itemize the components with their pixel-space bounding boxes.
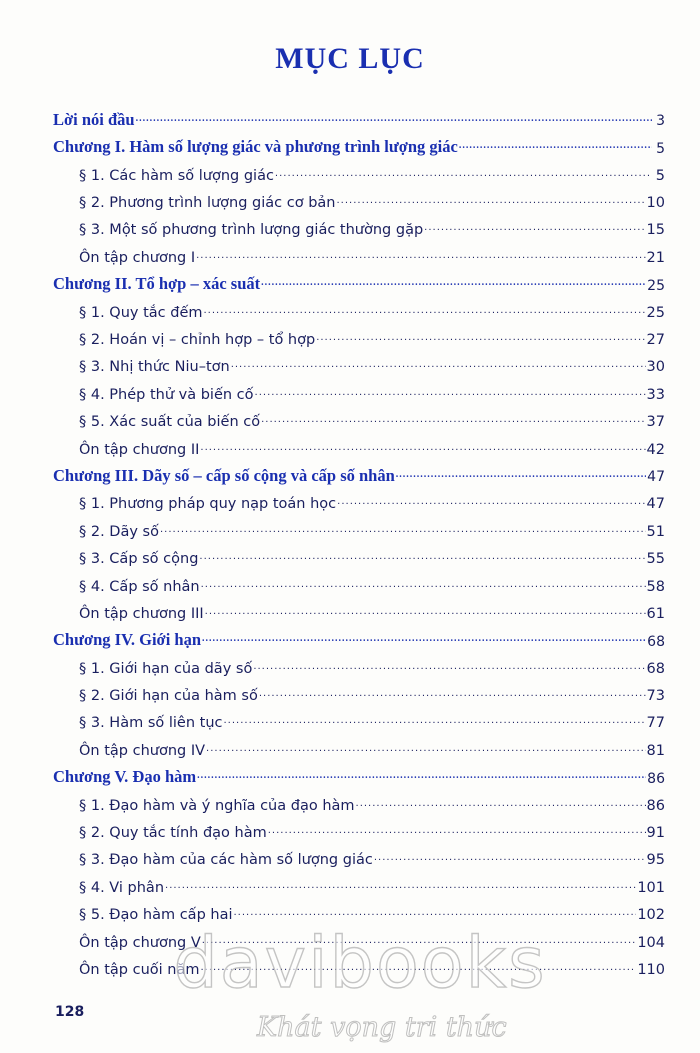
table-of-contents — [53, 101, 665, 978]
toc-entry-page: 77 — [646, 715, 665, 732]
toc-entry-label: Ôn tập chương IV — [79, 742, 206, 759]
toc-entry-label: § 2. Phương trình lượng giác cơ bản — [79, 195, 336, 212]
watermark-brand: davibooks — [173, 922, 547, 1004]
dot-leader — [424, 219, 645, 234]
toc-section-entry — [53, 704, 665, 731]
toc-entry-label: § 5. Đạo hàm cấp hai — [79, 907, 233, 924]
dot-leader — [459, 135, 652, 152]
toc-entry-label: § 4. Phép thử và biến cố — [79, 386, 254, 403]
toc-chapter-entry — [53, 265, 665, 292]
toc-entry-label: § 2. Hoán vị – chỉnh hợp – tổ hợp — [79, 332, 316, 349]
toc-chapter-entry — [53, 101, 665, 128]
toc-section-entry — [53, 786, 665, 813]
toc-entry-label: § 2. Quy tắc tính đạo hàm — [79, 825, 267, 842]
dot-leader — [197, 765, 646, 782]
page-title: MỤC LỤC — [275, 42, 425, 75]
dot-leader — [253, 658, 645, 673]
toc-section-entry — [53, 238, 665, 265]
dot-leader — [396, 464, 646, 481]
toc-entry-page: 104 — [637, 934, 665, 951]
toc-entry-page: 15 — [646, 222, 665, 239]
toc-entry-label: § 5. Xác suất của biến cố — [79, 414, 261, 431]
toc-entry-page: 86 — [646, 797, 665, 814]
dot-leader — [201, 576, 646, 591]
toc-entry-page: 86 — [647, 770, 665, 787]
dot-leader — [224, 712, 646, 727]
dot-leader — [231, 356, 646, 371]
toc-entry-page: 47 — [646, 496, 665, 513]
dot-leader — [268, 822, 646, 837]
toc-entry-page: 81 — [646, 742, 665, 759]
toc-section-entry — [53, 348, 665, 375]
dot-leader — [204, 302, 646, 317]
dot-leader — [205, 603, 646, 618]
dot-leader — [261, 272, 646, 289]
toc-entry-label: Ôn tập chương II — [79, 441, 200, 458]
toc-entry-page: 68 — [646, 660, 665, 677]
dot-leader — [356, 795, 646, 810]
dot-leader — [337, 192, 646, 207]
toc-entry-page: 101 — [637, 879, 665, 896]
toc-entry-page: 51 — [646, 523, 665, 540]
toc-entry-label: § 1. Đạo hàm và ý nghĩa của đạo hàm — [79, 797, 355, 814]
toc-entry-page: 61 — [646, 605, 665, 622]
dot-leader — [136, 108, 652, 125]
dot-leader — [337, 493, 645, 508]
toc-entry-page: 3 — [656, 113, 665, 130]
toc-section-entry — [53, 375, 665, 402]
toc-section-entry — [53, 430, 665, 457]
toc-entry-label: Ôn tập chương V — [79, 934, 201, 951]
toc-entry-page: 110 — [637, 962, 665, 978]
toc-entry-page: 5 — [655, 167, 665, 184]
toc-entry-label: Chương IV. Giới hạn — [53, 630, 202, 650]
toc-section-entry — [53, 320, 665, 347]
toc-chapter-entry — [53, 457, 665, 484]
page-number: 128 — [55, 1004, 85, 1020]
dot-leader — [316, 329, 645, 344]
toc-section-entry — [53, 676, 665, 703]
toc-entry-label: § 4. Cấp số nhân — [79, 578, 200, 595]
dot-leader — [196, 247, 645, 262]
toc-entry-page: 21 — [646, 249, 665, 266]
toc-entry-label: § 4. Vi phân — [79, 879, 165, 896]
toc-entry-label: § 3. Hàm số liên tục — [79, 715, 223, 732]
toc-entry-label: § 1. Giới hạn của dãy số — [79, 660, 253, 677]
dot-leader — [275, 165, 652, 180]
toc-section-entry — [53, 156, 665, 183]
toc-entry-page: 42 — [646, 441, 665, 458]
dot-leader — [261, 411, 645, 426]
dot-leader — [206, 740, 646, 755]
toc-chapter-entry — [53, 621, 665, 648]
dot-leader — [255, 384, 646, 399]
toc-entry-page: 58 — [646, 578, 665, 595]
toc-entry-label: § 1. Phương pháp quy nạp toán học — [79, 496, 337, 513]
toc-section-entry — [53, 567, 665, 594]
dot-leader — [374, 849, 646, 864]
toc-entry-label: § 1. Các hàm số lượng giác — [79, 167, 274, 184]
toc-section-entry — [53, 402, 665, 429]
toc-entry-page: 91 — [646, 825, 665, 842]
toc-section-entry — [53, 484, 665, 511]
toc-section-entry — [53, 649, 665, 676]
toc-entry-label: § 3. Nhị thức Niu–tơn — [79, 359, 230, 376]
toc-section-entry — [53, 293, 665, 320]
toc-section-entry — [53, 594, 665, 621]
toc-chapter-entry — [53, 128, 665, 155]
toc-section-entry — [53, 841, 665, 868]
toc-entry-label: § 3. Cấp số cộng — [79, 551, 199, 568]
toc-entry-label: § 3. Một số phương trình lượng giác thường gặp — [79, 222, 424, 239]
toc-entry-label: Chương I. Hàm số lượng giác và phương trình lượng giác — [53, 137, 458, 157]
toc-section-entry — [53, 868, 665, 895]
toc-entry-page: 37 — [646, 414, 665, 431]
toc-entry-page: 25 — [646, 304, 665, 321]
toc-entry-page: 5 — [656, 140, 665, 157]
dot-leader — [202, 628, 646, 645]
toc-entry-label: Chương III. Dãy số – cấp số cộng và cấp số nhân — [53, 465, 395, 485]
toc-entry-label: Chương V. Đạo hàm — [53, 767, 197, 787]
toc-entry-label: § 2. Dãy số — [79, 523, 159, 540]
toc-section-entry — [53, 895, 665, 922]
toc-entry-page: 25 — [647, 277, 665, 294]
toc-entry-page: 95 — [646, 852, 665, 869]
toc-entry-label: Chương II. Tổ hợp – xác suất — [53, 274, 261, 294]
dot-leader — [200, 439, 645, 454]
toc-entry-page: 10 — [646, 195, 665, 212]
toc-section-entry — [53, 512, 665, 539]
toc-entry-page: 47 — [647, 469, 665, 486]
toc-entry-label: Ôn tập chương I — [79, 249, 196, 266]
toc-entry-label: Ôn tập chương III — [79, 605, 204, 622]
dot-leader — [160, 521, 646, 536]
toc-chapter-entry — [53, 758, 665, 785]
toc-section-entry — [53, 183, 665, 210]
toc-section-entry — [53, 539, 665, 566]
toc-entry-page: 33 — [646, 386, 665, 403]
dot-leader — [259, 685, 646, 700]
watermark-slogan: Khát vọng tri thức — [257, 1012, 507, 1043]
toc-entry-page: 27 — [646, 332, 665, 349]
toc-entry-page: 30 — [646, 359, 665, 376]
toc-entry-page: 55 — [646, 551, 665, 568]
toc-entry-label: Ôn tập cuối năm — [79, 962, 200, 978]
toc-section-entry — [53, 731, 665, 758]
toc-entry-label: § 2. Giới hạn của hàm số — [79, 688, 258, 705]
toc-entry-label: § 1. Quy tắc đếm — [79, 304, 203, 321]
dot-leader — [165, 877, 636, 892]
toc-section-entry — [53, 211, 665, 238]
toc-entry-label: § 3. Đạo hàm của các hàm số lượng giác — [79, 852, 373, 869]
dot-leader — [234, 904, 637, 919]
toc-section-entry — [53, 813, 665, 840]
toc-entry-page: 68 — [647, 633, 665, 650]
dot-leader — [199, 548, 645, 563]
toc-entry-page: 102 — [637, 907, 665, 924]
toc-entry-page: 73 — [646, 688, 665, 705]
toc-entry-label: Lời nói đầu — [53, 109, 135, 129]
